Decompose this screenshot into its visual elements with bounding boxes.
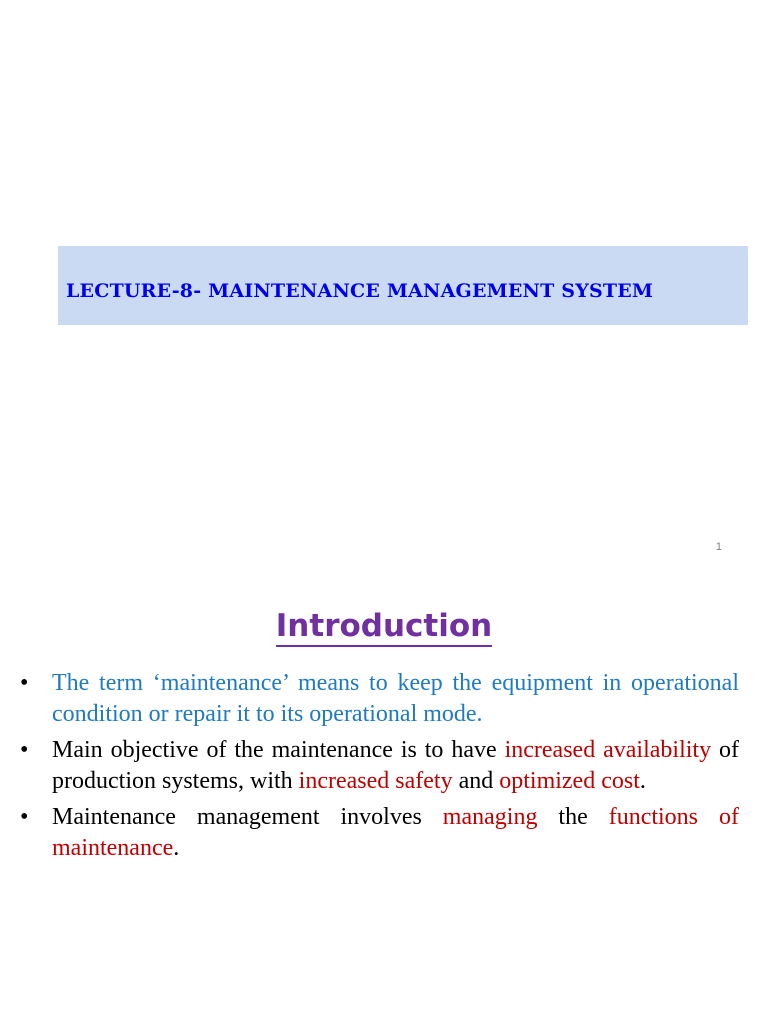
highlight-segment: functions of maintenance <box>52 804 739 861</box>
introduction-slide <box>0 580 768 1024</box>
highlight-segment: increased safety <box>298 767 453 794</box>
bullet-item <box>20 735 739 796</box>
highlight-segment: managing <box>442 804 538 830</box>
highlight-segment: optimized cost <box>499 767 640 794</box>
page-number: 1 <box>715 541 722 553</box>
text-segment: The term ‘maintenance’ means to keep the equipment in operational condition or repair it to its operational mode. <box>52 670 739 727</box>
lecture-title: LECTURE-8- MAINTENANCE MANAGEMENT SYSTEM <box>66 280 654 302</box>
bullet-dot: • <box>20 737 29 763</box>
text-segment: the <box>537 804 609 830</box>
slide-heading <box>0 608 768 644</box>
title-banner <box>58 246 748 325</box>
text-segment: of production systems, with <box>52 737 739 794</box>
bullet-item <box>20 668 739 729</box>
bullet-dot: • <box>20 804 29 830</box>
bullet-dot: • <box>20 670 29 696</box>
heading-text: Introduction <box>276 608 492 647</box>
text-segment: and <box>452 767 500 794</box>
text-segment: . <box>173 834 180 861</box>
text-segment: Maintenance management involves <box>52 804 443 830</box>
text-segment: . <box>639 767 646 794</box>
bullet-item <box>20 802 739 863</box>
highlight-segment: increased availability <box>504 737 712 763</box>
text-segment: Main objective of the maintenance is to have <box>52 737 505 763</box>
bullet-list <box>20 668 739 869</box>
